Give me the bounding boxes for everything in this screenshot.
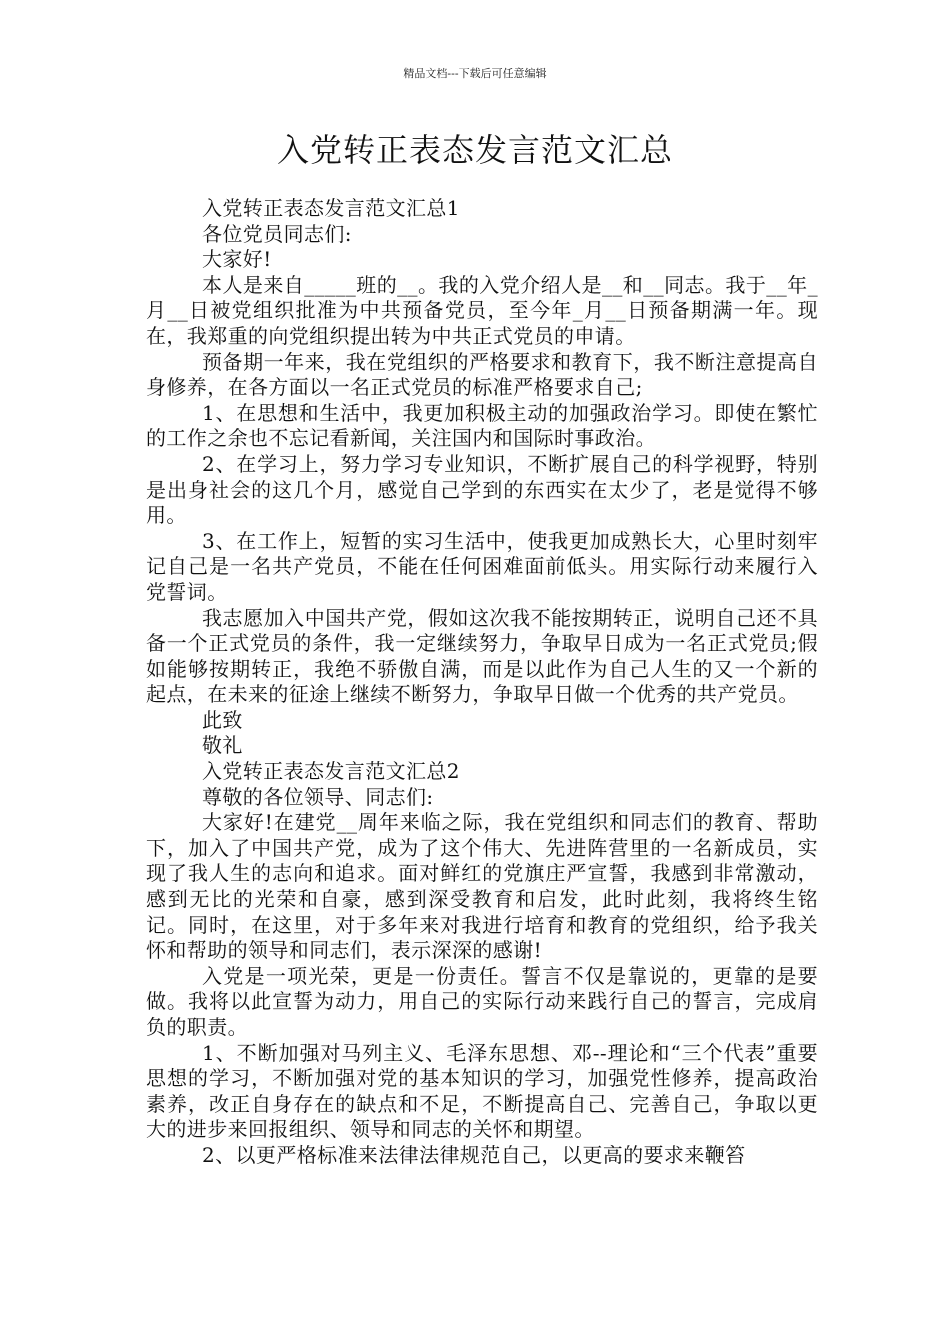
paragraph: 我志愿加入中国共产党，假如这次我不能按期转正，说明自己还不具备一个正式党员的条件，我一定继续努力，争取早日成为一名正式党员;假如能够按期转正，我绝不骄傲自满，而是以此作为自己人生的又一个新的起点，在未来的征途上继续不断努力，争取早日做一个优秀的共产党员。 xyxy=(146,605,818,707)
section-heading-1: 入党转正表态发言范文汇总1 xyxy=(202,196,460,220)
salutation: 尊敬的各位领导、同志们: xyxy=(202,784,434,809)
paragraph: 预备期一年来，我在党组织的严格要求和教育下，我不断注意提高自身修养，在各方面以一名正式党员的标准严格要求自己; xyxy=(146,349,818,400)
paragraph: 本人是来自_____班的__。我的入党介绍人是__和__同志。我于__年_月__日被党组织批准为中共预备党员，至今年_月__日预备期满一年。现在，我郑重的向党组织提出转为中共正式党员的申请。 xyxy=(146,272,818,348)
salutation: 各位党员同志们: xyxy=(202,221,352,246)
paragraph: 1、在思想和生活中，我更加积极主动的加强政治学习。即使在繁忙的工作之余也不忘记看新闻，关注国内和国际时事政治。 xyxy=(146,400,818,451)
closing-line: 此致 xyxy=(202,707,243,732)
greeting: 大家好! xyxy=(202,247,272,272)
header-note: 精品文档---下载后可任意编辑 xyxy=(403,67,547,80)
paragraph: 2、在学习上，努力学习专业知识，不断扩展自己的科学视野，特别是出身社会的这几个月，感觉自己学到的东西实在太少了，老是觉得不够用。 xyxy=(146,451,818,528)
paragraph: 大家好!在建党__周年来临之际，我在党组织和同志们的教育、帮助下，加入了中国共产党，成为了这个伟大、先进阵营里的一名新成员，实现了我人生的志向和追求。面对鲜红的党旗庄严宣誓，我感到非常激动，感到无比的光荣和自豪，感到深受教育和启发，此时此刻，我将终生铭记。同时，在这里，对于多年来对我进行培育和教育的党组织，给予我关怀和帮助的领导和同志们，表示深深的感谢! xyxy=(146,810,818,963)
paragraph: 3、在工作上，短暂的实习生活中，使我更加成熟长大，心里时刻牢记自己是一名共产党员，不能在任何困难面前低头。用实际行动来履行入党誓词。 xyxy=(146,528,818,604)
document-title: 入党转正表态发言范文汇总 xyxy=(276,131,673,169)
closing-line: 敬礼 xyxy=(202,733,243,758)
paragraph: 入党是一项光荣，更是一份责任。誓言不仅是靠说的，更靠的是要做。我将以此宣誓为动力，用自己的实际行动来践行自己的誓言，完成肩负的职责。 xyxy=(146,963,818,1039)
section-heading-2: 入党转正表态发言范文汇总2 xyxy=(202,759,460,784)
paragraph: 1、不断加强对马列主义、毛泽东思想、邓--理论和“三个代表”重要思想的学习，不断加强对党的基本知识的学习，加强党性修养，提高政治素养，改正自身存在的缺点和不足，不断提高自己、完善自己，争取以更大的进步来回报组织、领导和同志的关怀和期望。 xyxy=(146,1040,818,1142)
paragraph: 2、以更严格标准来法律法律规范自己，以更高的要求来鞭笞 xyxy=(202,1142,746,1167)
document-body xyxy=(146,196,818,1169)
